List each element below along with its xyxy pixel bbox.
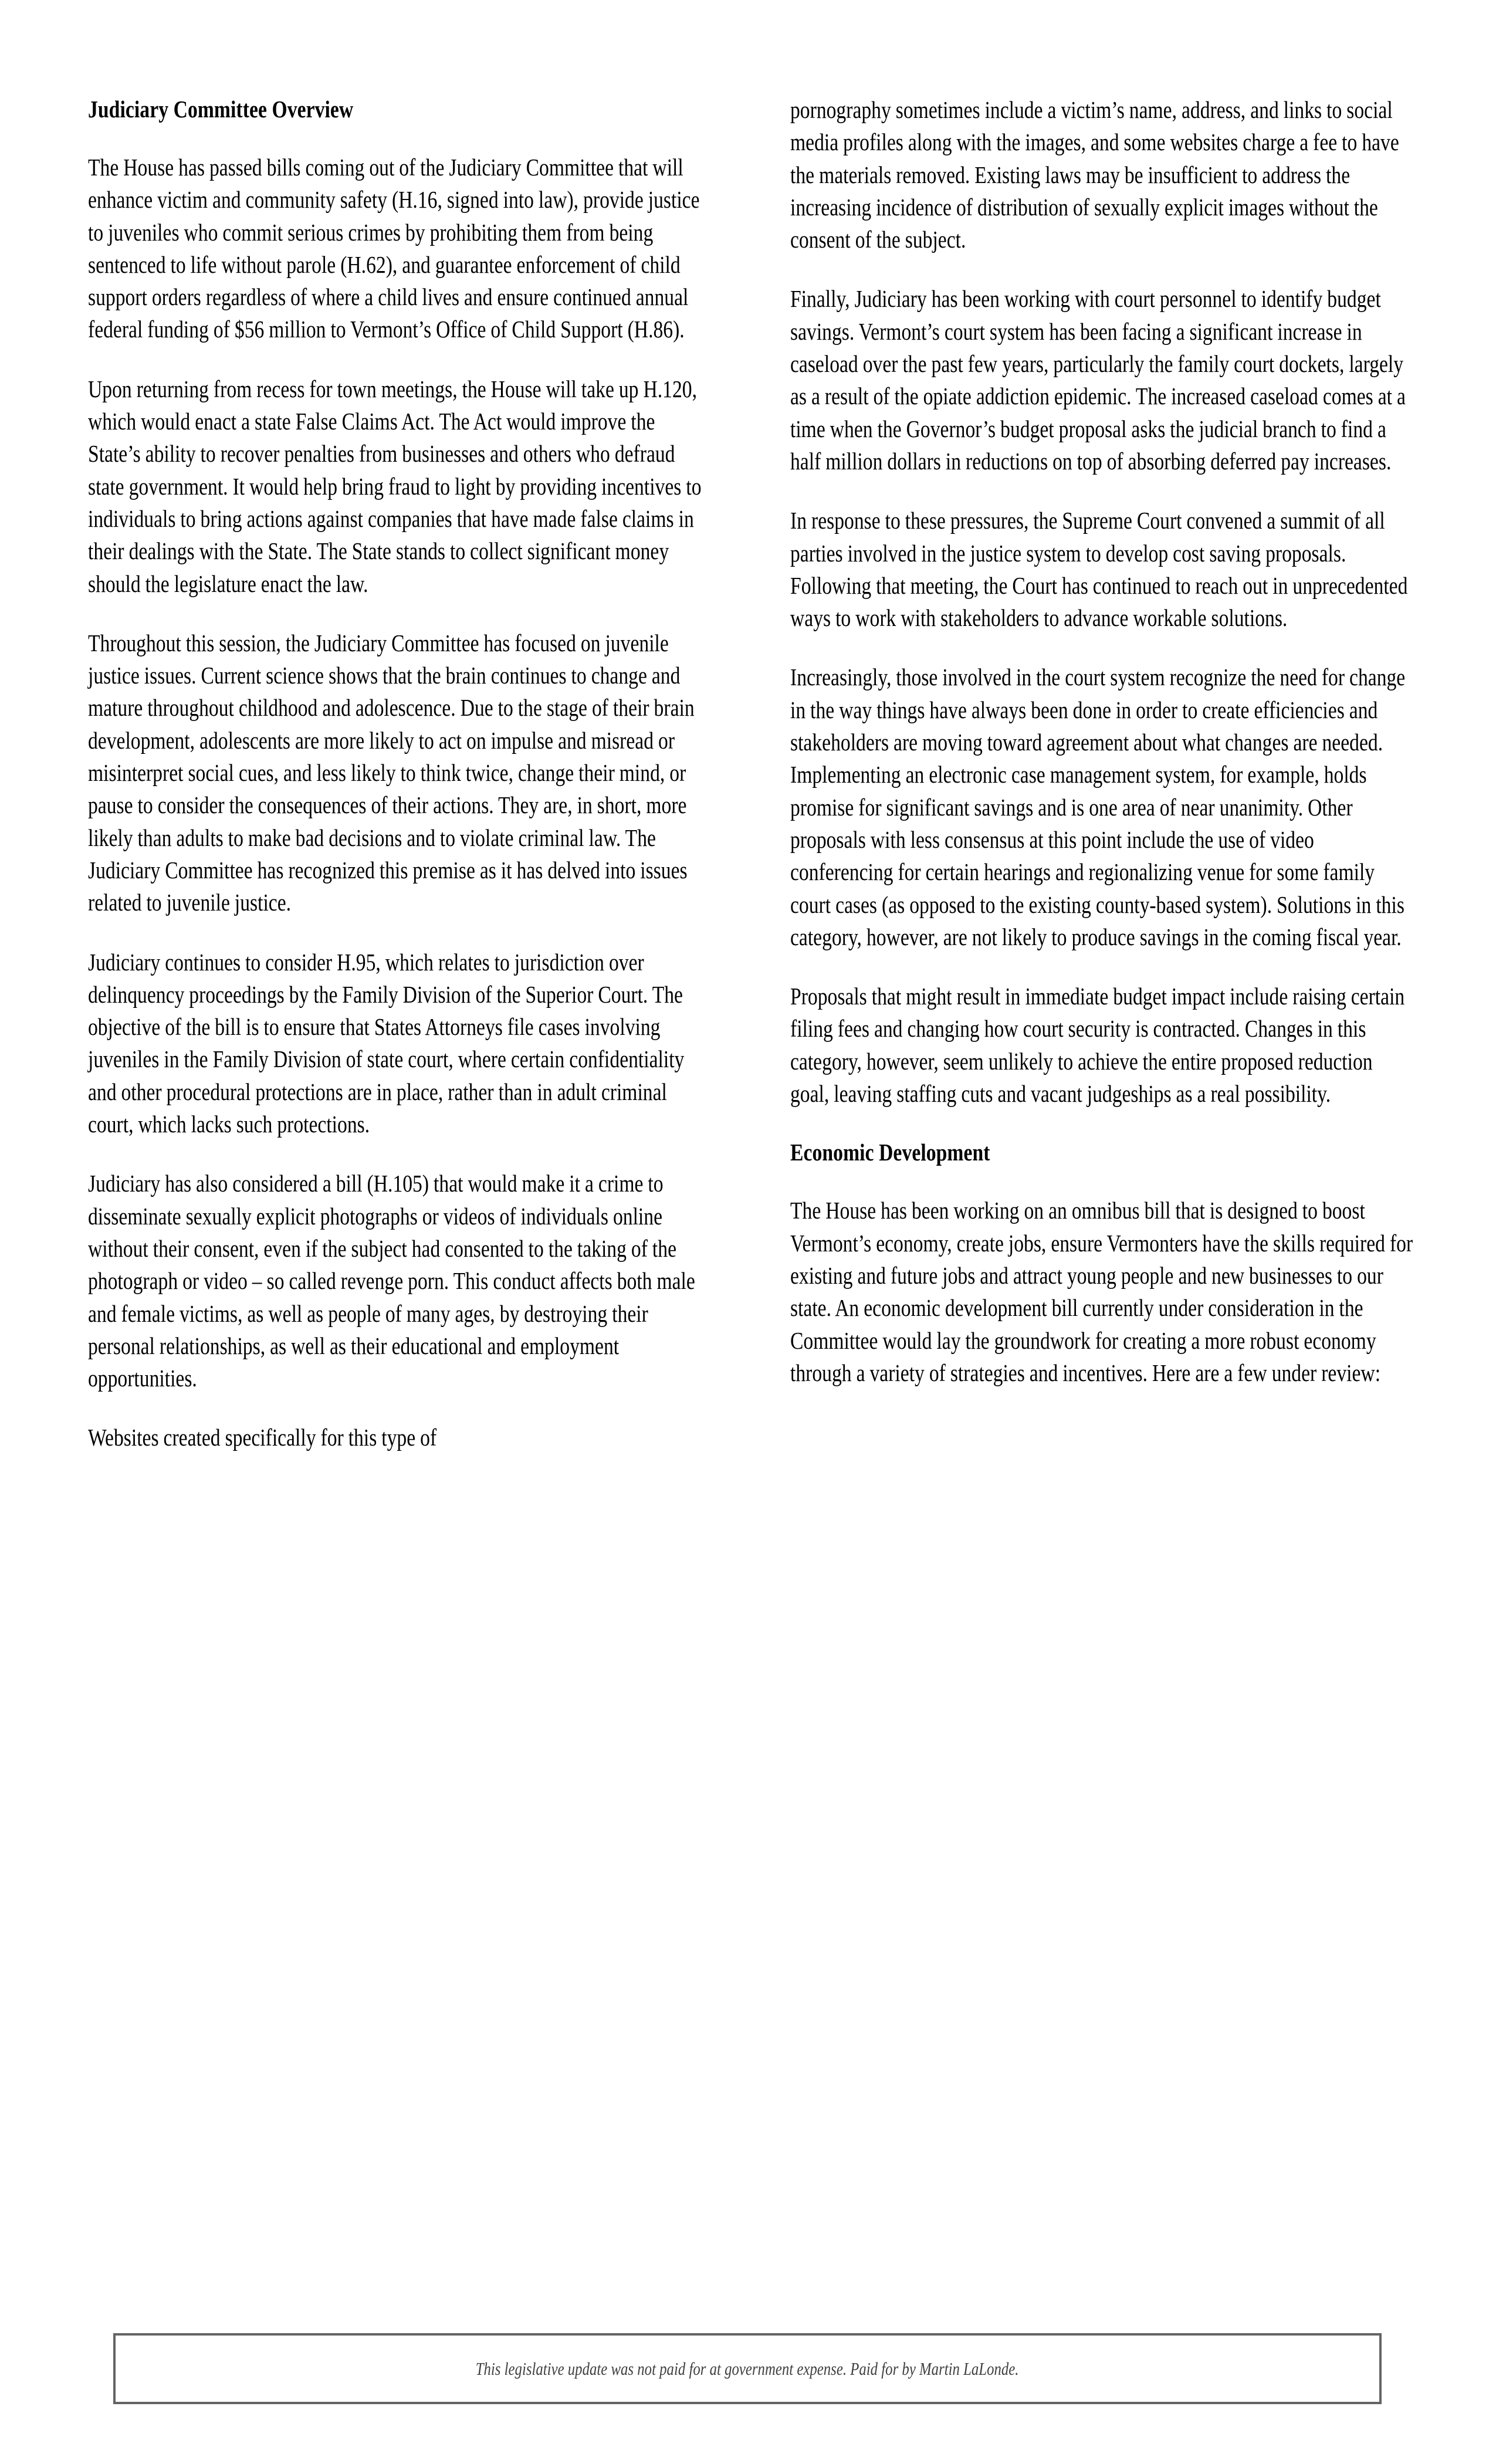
paragraph-websites-continued: Websites created specifically for this type of (88, 1424, 437, 1451)
paragraph-omnibus-economic-bill: The House has been working on an omnibus bill that is designed to boost Vermont’s economy, create jobs, ensure Vermonters have the skills required for existing and future jobs and attract young people and new businesses to our state. An economic development bill currently under consideration in the Committee would lay the groundwork for creating a more robust economy through a variety of strategies and incentives. Here are a few under review: (790, 1197, 1413, 1386)
paragraph-pornography-websites: pornography sometimes include a victim’s name, address, and links to social media profiles along with the images, and some websites charge a fee to have the materials removed. Existing laws may be insufficient to address the increasing incidence of distribution of sexually explicit images without the consent of the subject. (790, 96, 1399, 253)
paragraph-court-system-efficiencies: Increasingly, those involved in the court system recognize the need for change in the way things have always been done in order to create efficiencies and stakeholders are moving toward agreement about what changes are needed. Implementing an electronic case management system, for example, holds promise for significant savings and is one area of near unanimity. Other proposals with less consensus at this point include the use of video conferencing for certain hearings and regionalizing venue for some family court cases (as opposed to the existing county-based system). Solutions in this category, however, are not likely to produce savings in the coming fiscal year. (790, 664, 1406, 950)
disclaimer-box (113, 2333, 1382, 2404)
right-column (790, 94, 1414, 1389)
judiciary-committee-overview-heading: Judiciary Committee Overview (88, 96, 354, 123)
disclaimer-text: This legislative update was not paid for at government expense. Paid for by Martin LaLonde. (476, 2358, 1019, 2379)
paragraph-immediate-budget-impact: Proposals that might result in immediate budget impact include raising certain filing fees and changing how court security is contracted. Changes in this category, however, seem unlikely to achieve the entire proposed reduction goal, leaving staffing cuts and vacant judgeships as a real possibility. (790, 983, 1405, 1108)
paragraph-false-claims-act: Upon returning from recess for town meetings, the House will take up H.120, which would enact a state False Claims Act. The Act would improve the State’s ability to recover penalties from businesses and others who defraud state government. It would help bring fraud to light by providing incentives to individuals to bring actions against companies that have made false claims in their dealings with the State. The State stands to collect significant money should the legislature enact the law. (88, 375, 702, 597)
paragraph-juvenile-justice-science: Throughout this session, the Judiciary Committee has focused on juvenile justice issues. Current science shows that the brain continues to change and mature throughout childhood and adolescence. Due to the stage of their brain development, adolescents are more likely to act on impulse and misread or misinterpret social cues, and less likely to think twice, change their mind, or pause to consider the consequences of their actions. They are, in short, more likely than adults to make bad decisions and to violate criminal law. The Judiciary Committee has recognized this premise as it has delved into issues related to juvenile justice. (88, 629, 695, 916)
paragraph-budget-savings: Finally, Judiciary has been working with court personnel to identify budget savings. Vermont’s court system has been facing a significant increase in caseload over the past few years, particularly the family court dockets, largely as a result of the opiate addiction epidemic. The increased caseload comes at a time when the Governor’s budget proposal asks the judicial branch to find a half million dollars in reductions on top of absorbing deferred pay increases. (790, 285, 1406, 475)
paragraph-h95-delinquency: Judiciary continues to consider H.95, which relates to jurisdiction over delinquency proceedings by the Family Division of the Superior Court. The objective of the bill is to ensure that States Attorneys file cases involving juveniles in the Family Division of state court, where certain confidentiality and other procedural protections are in place, rather than in adult criminal court, which lacks such protections. (88, 948, 685, 1138)
economic-development-heading: Economic Development (790, 1139, 990, 1166)
two-column-body (88, 94, 1414, 2276)
paragraph-judiciary-bills: The House has passed bills coming out of the Judiciary Committee that will enhance victim and community safety (H.16, signed into law), provide justice to juveniles who commit serious crimes by prohibiting them from being sentenced to life without parole (H.62), and guarantee enforcement of child support orders regardless of where a child lives and ensure continued annual federal funding of $56 million to Vermont’s Office of Child Support (H.86). (88, 154, 700, 343)
paragraph-supreme-court-summit: In response to these pressures, the Supreme Court convened a summit of all parties involved in the justice system to develop cost saving proposals. Following that meeting, the Court has continued to reach out in unprecedented ways to work with stakeholders to advance workable solutions. (790, 507, 1408, 632)
left-column (88, 94, 712, 1454)
paragraph-h105-revenge-porn: Judiciary has also considered a bill (H.105) that would make it a crime to disseminate sexually explicit photographs or videos of individuals online without their consent, even if the subject had consented to the taking of the photograph or video – so called revenge porn. This conduct affects both male and female victims, as well as people of many ages, by destroying their personal relationships, as well as their educational and employment opportunities. (88, 1170, 695, 1392)
